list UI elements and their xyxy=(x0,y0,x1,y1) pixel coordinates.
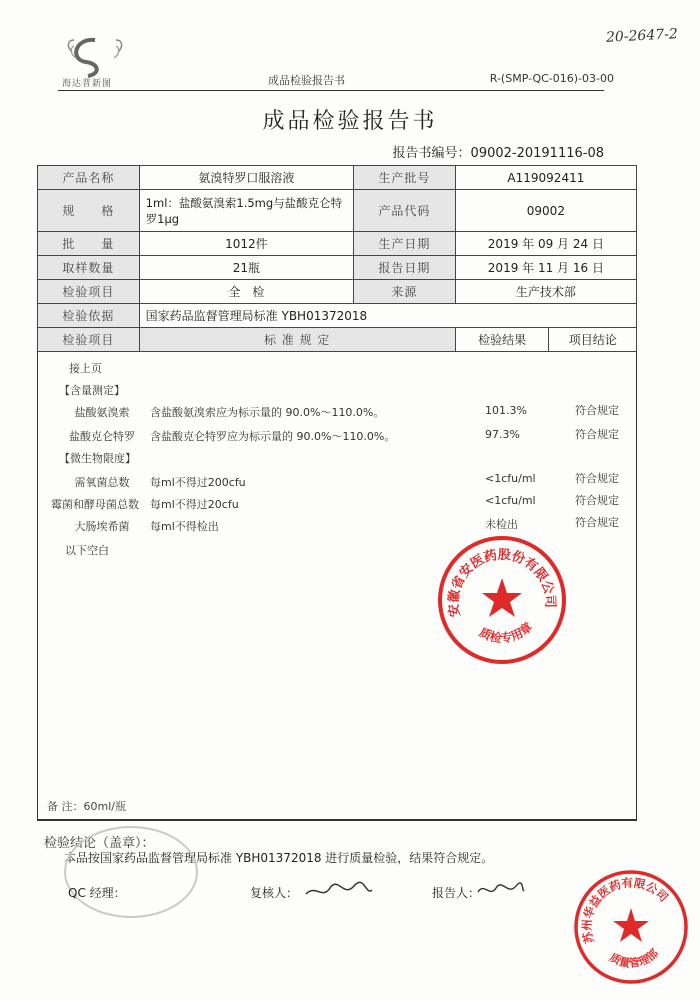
qa-seal xyxy=(572,868,690,986)
source: 生产技术部 xyxy=(455,280,636,304)
qc-seal xyxy=(436,534,568,666)
label-spec: 规 格 xyxy=(38,190,140,232)
label-test-items: 检验项目 xyxy=(38,280,140,304)
handwritten-note: 20-2647-2 xyxy=(605,26,679,46)
label-batch-size: 批 量 xyxy=(38,232,140,256)
prod-date: 2019 年 09 月 24 日 xyxy=(455,232,636,256)
info-table xyxy=(37,165,637,352)
faded-stamp xyxy=(64,826,198,918)
label-product-name: 产品名称 xyxy=(38,166,140,190)
label-prod-date: 生产日期 xyxy=(354,232,456,256)
row-result: 未检出 xyxy=(485,518,518,531)
row-standard: 每ml不得检出 xyxy=(150,520,219,533)
qa-seal-text: 苏州华益医药有限公司 xyxy=(579,875,671,945)
row-result: 101.3% xyxy=(485,404,527,417)
conclusion-text: 本品按国家药品监督管理局标准 YBH01372018 进行质量检验，结果符合规定。 xyxy=(64,851,494,865)
row-item: 盐酸氨溴索 xyxy=(74,406,130,419)
reviewer-signature xyxy=(304,880,374,906)
row-item: 需氧菌总数 xyxy=(74,476,130,489)
qc-seal-bottom: 质检专用章 xyxy=(476,619,536,646)
reporter-signature xyxy=(476,880,526,904)
row-standard: 含盐酸氨溴索应为标示量的 90.0%～110.0%。 xyxy=(150,406,385,419)
row-standard: 含盐酸克仑特罗应为标示量的 90.0%～110.0%。 xyxy=(150,430,396,443)
row-conclusion: 符合规定 xyxy=(575,472,619,485)
page-title: 成品检验报告书 xyxy=(262,109,438,134)
svg-text:质检专用章 xyxy=(477,619,535,646)
conclusion-label: 检验结论（盖章）： xyxy=(44,836,155,851)
qc-seal-text: 安徽省安医药股份有限公司 xyxy=(446,547,558,618)
product-name: 氨溴特罗口服溶液 xyxy=(139,166,353,190)
row-standard: 每ml不得过200cfu xyxy=(150,476,246,489)
basis: 国家药品监督管理局标准 YBH01372018 xyxy=(139,304,636,328)
section-content: 【含量测定】 xyxy=(59,384,125,397)
row-item: 大肠埃希菌 xyxy=(74,520,130,533)
spec: 1ml：盐酸氨溴索1.5mg与盐酸克仑特罗1μg xyxy=(139,190,353,232)
report-number: 报告书编号：09002-20191116-08 xyxy=(392,146,604,161)
row-result: 97.3% xyxy=(485,428,520,441)
row-item: 盐酸克仑特罗 xyxy=(69,430,135,443)
test-items: 全 检 xyxy=(139,280,353,304)
continued-label: 接上页 xyxy=(69,362,102,375)
section-micro: 【微生物限度】 xyxy=(59,452,136,465)
row-conclusion: 符合规定 xyxy=(575,428,619,441)
frame-bottom-rule xyxy=(37,820,637,821)
sample-qty: 21瓶 xyxy=(139,256,353,280)
row-standard: 每ml不得过20cfu xyxy=(150,498,239,511)
qa-seal-bottom: 质量管理部 xyxy=(607,946,661,971)
row-item: 霉菌和酵母菌总数 xyxy=(51,498,139,511)
row-conclusion: 符合规定 xyxy=(575,516,619,529)
row-result: <1cfu/ml xyxy=(485,494,536,507)
reporter-label: 报告人： xyxy=(432,886,481,900)
svg-text:质量管理部 xyxy=(607,946,661,970)
batch-no: A119092411 xyxy=(455,166,636,190)
batch-size: 1012件 xyxy=(139,232,353,256)
label-report-date: 报告日期 xyxy=(354,256,456,280)
label-source: 来源 xyxy=(354,280,456,304)
col-conclusion-header: 项目结论 xyxy=(549,328,637,352)
col-standard-header: 标 准 规 定 xyxy=(139,328,455,352)
label-batch-no: 生产批号 xyxy=(354,166,456,190)
col-result-header: 检验结果 xyxy=(455,328,549,352)
end-blank: 以下空白 xyxy=(65,544,109,557)
product-code: 09002 xyxy=(455,190,636,232)
header-doc-code: R-(SMP-QC-016)-03-00 xyxy=(489,72,614,85)
header-divider xyxy=(58,90,604,91)
col-item-header: 检验项目 xyxy=(38,328,140,352)
label-sample-qty: 取样数量 xyxy=(38,256,140,280)
header-doc-title: 成品检验报告书 xyxy=(268,74,345,87)
logo-caption: 海达普新图 xyxy=(62,79,113,89)
qc-manager-label: QC 经理： xyxy=(68,886,126,900)
label-basis: 检验依据 xyxy=(38,304,140,328)
row-result: <1cfu/ml xyxy=(485,472,536,485)
report-date: 2019 年 11 月 16 日 xyxy=(455,256,636,280)
label-product-code: 产品代码 xyxy=(354,190,456,232)
reviewer-label: 复核人： xyxy=(250,886,299,900)
remark: 备 注：60ml/瓶 xyxy=(47,800,126,813)
row-conclusion: 符合规定 xyxy=(575,494,619,507)
row-conclusion: 符合规定 xyxy=(575,404,619,417)
